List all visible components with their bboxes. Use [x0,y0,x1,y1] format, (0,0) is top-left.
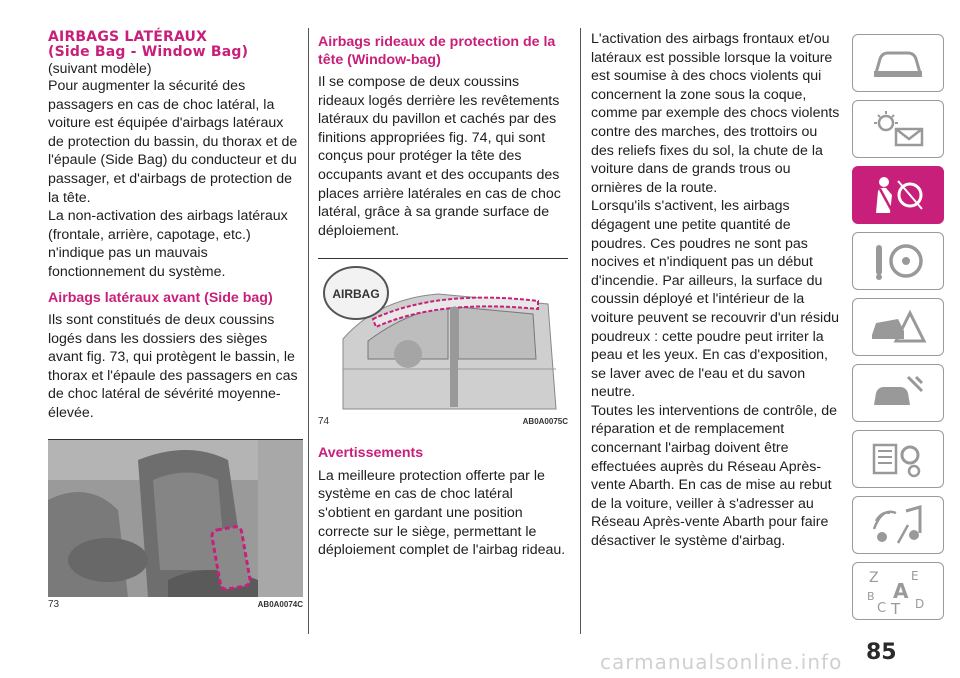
paragraph: Il se compose de deux coussins rideaux logés derrière les revêtements latéraux du pavillon et cachés par des finitions appropriées fig. 74, qui sont conçus pour protéger la tête des occupants avant et des occupants des places arrière latérales en cas de choc latéral, grâce à sa grande surface de déploiement. [318,74,561,239]
tab-safety[interactable] [852,166,944,224]
figure-code: AB0A0074C [257,599,303,609]
seat-side-airbag-image [48,440,303,597]
tab-starting[interactable] [852,232,944,290]
seatbelt-airbag-icon [868,173,928,217]
page-number: 85 [866,640,897,665]
car-tools-icon [868,371,928,415]
paragraph: Lorsqu'ils s'activent, les airbags dégagent une petite quantité de poudres. Ces poudres ne sont pas nocives et n'indiquent pas un début d'incendie. Par ailleurs, la surface du coussin déployé et l'intérieur de la voiture peuvent se recouvrir d'un résidu poudreux : cette poudre peut irriter la peau et les yeux. En cas d'exposition, se laver avec de l'eau et du savon neutre. [591,198,839,401]
figure-code: AB0A0075C [522,417,568,427]
figure-74 [318,258,568,427]
figure-caption [318,416,568,427]
index-letter: C [877,601,887,616]
tab-maintenance[interactable] [852,430,944,488]
paragraph: Pour augmenter la sécurité des passagers en cas de choc latéral, la voiture est équipée d'airbags latéraux de protection du bassin, du thorax et de l'épaule (Side Bag) du conducteur et du passager, et d'airbags de protection de la tête. [48,78,298,206]
title-line-1: AIRBAGS LATÉRAUX [48,29,208,45]
index-letter: E [911,569,919,583]
column-2 [318,30,568,560]
column-divider [308,28,309,634]
tab-car-care[interactable] [852,364,944,422]
figure-73 [48,439,303,610]
paragraph: Ils sont constitués de deux coussins logés dans les dossiers des sièges avant fig. 73, qui protègent le bassin, le thorax et l'épaule des passagers en cas de choc latéral de sévérité moyenne-élevée. [48,312,298,421]
index-letter: T [891,600,901,616]
watermark: carmanualsonline.info [600,650,843,674]
figure-number: 74 [318,416,330,428]
alphabet-index-icon [863,566,933,616]
index-letter: D [915,597,925,611]
column-1 [48,30,303,610]
warning-triangle-car-icon [868,305,928,349]
maintenance-gears-icon [868,437,928,481]
radio-music-icon [868,503,928,547]
tab-dashboard[interactable] [852,34,944,92]
key-steering-wheel-icon [868,239,928,283]
figure-caption [48,599,303,610]
car-dashboard-icon [868,43,928,83]
tab-multimedia[interactable] [852,496,944,554]
paragraph: Toutes les interventions de contrôle, de réparation et de remplacement concernant l'airbag doivent être effectuées auprès du Réseau Après-vente Abarth. En cas de mise au rebut de la voiture, veiller à s'adresser au Réseau Après-vente Abarth pour faire désactiver le système d'airbag. [591,402,838,550]
tab-index[interactable] [852,562,944,620]
tab-emergency[interactable] [852,298,944,356]
subheading: Avertissements [318,445,424,462]
subheading: Airbags rideaux de protection de la tête (Window-bag) [318,34,556,68]
figure-number: 73 [48,598,60,610]
airbag-badge: AIRBAG [332,287,380,302]
column-divider [580,28,581,634]
lights-message-icon [868,109,928,149]
index-letter: A [893,579,909,603]
paragraph: L'activation des airbags frontaux et/ou latéraux est possible lorsque la voiture est soumise à des chocs violents qui concernent la zone sous la coque, comme par exemple des chocs violents contre des marches, des trottoirs ou des reliefs fixes du sol, la chute de la voiture dans de grands trous ou ornières de la route. [591,31,840,196]
paragraph: La meilleure protection offerte par le système en cas de choc latéral s'obtient en gardant une position correcte sur le siège, permettant le déploiement complet de l'airbag rideau. [318,467,566,559]
title-line-2: (Side Bag - Window Bag) [48,44,249,60]
index-letter: B [867,590,875,603]
subheading: Airbags latéraux avant (Side bag) [48,289,273,306]
paragraph: La non-activation des airbags latéraux (frontale, arrière, capotage, etc.) n'indique pas un mauvais fonctionnement du système. [48,208,288,280]
subtitle: (suivant modèle) [48,60,152,76]
index-letter: Z [869,570,879,586]
column-3 [591,30,843,551]
tab-lights[interactable] [852,100,944,158]
section-title [48,30,303,60]
window-airbag-image [318,259,568,414]
